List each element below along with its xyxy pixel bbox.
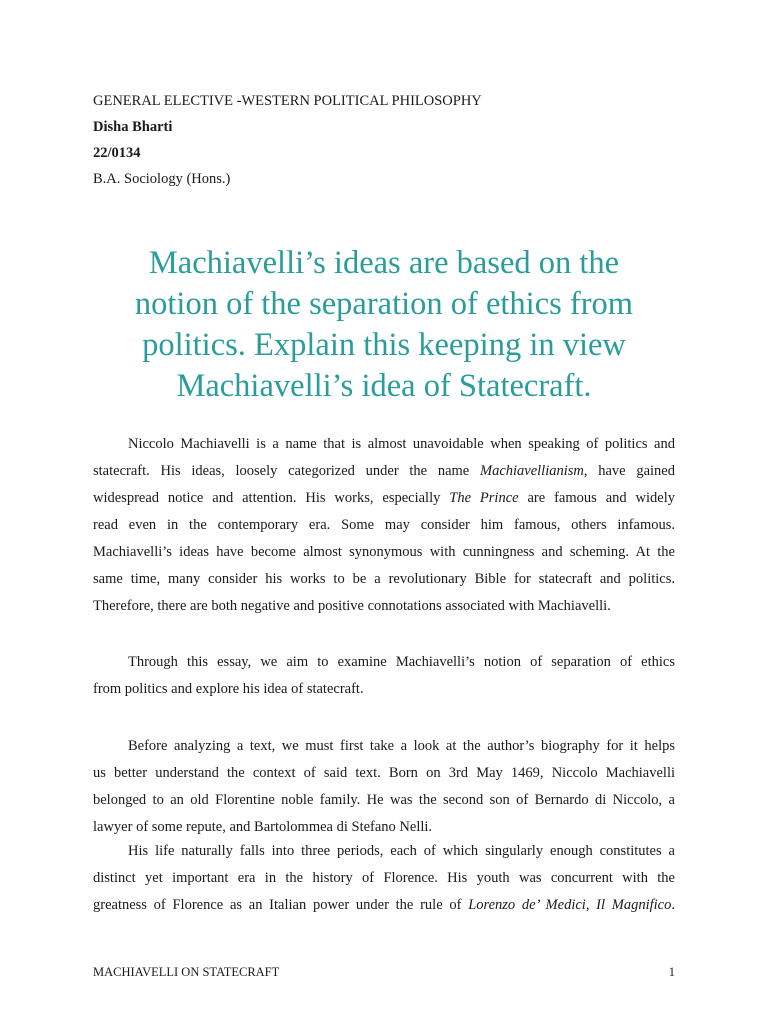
text-line: us better understand the context of said text. Born on 3rd May 1469, Niccolo Machiavelli [93,765,675,781]
author-name: Disha Bharti [93,119,173,135]
text-span: widespread notice and attention. His works, especially [93,490,450,506]
text-span: are famous and widely [518,490,675,506]
text-line: lawyer of some repute, and Bartolommea di Stefano Nelli. [93,819,433,835]
title-line: notion of the separation of ethics from [134,286,634,322]
text-span: greatness of Florence as an Italian power under the rule of [93,897,469,913]
italic-term: Machiavellianism [479,463,584,479]
italic-person-name: Lorenzo de’ Medici [468,897,586,913]
italic-book-title: The Prince [449,490,519,506]
title-line: Machiavelli’s ideas are based on the [148,245,620,281]
text-line: same time, many consider his works to be a revolutionary Bible for statecraft and politics. [93,571,675,587]
text-span: statecraft. His ideas, loosely categorized under the name [93,463,480,479]
course-title: GENERAL ELECTIVE -WESTERN POLITICAL PHILOSOPHY [93,93,482,109]
text-line [93,485,675,512]
text-line [93,458,675,485]
page-number: 1 [668,965,675,979]
text-line: distinct yet important era in the history of Florence. His youth was concurrent with the [93,870,675,886]
text-span: , [585,897,597,913]
text-line: Through this essay, we aim to examine Machiavelli’s notion of separation of ethics [128,654,675,670]
title-line: politics. Explain this keeping in view [142,327,626,363]
text-line: Niccolo Machiavelli is a name that is almost unavoidable when speaking of politics and [128,436,675,452]
text-line: Machiavelli’s ideas have become almost synonymous with cunningness and scheming. At the [93,544,675,560]
program-name: B.A. Sociology (Hons.) [93,171,231,187]
text-line [93,892,675,919]
text-span: . [671,897,675,913]
italic-epithet: Il Magnifico [596,897,672,913]
title-line: Machiavelli’s idea of Statecraft. [176,368,592,404]
text-line: His life naturally falls into three periods, each of which singularly enough constitutes a [128,843,675,859]
essay-title [60,243,708,407]
text-line: read even in the contemporary era. Some may consider him famous, others infamous. [93,517,675,533]
text-line: Before analyzing a text, we must first take a look at the author’s biography for it helps [128,738,675,754]
paragraph-intro [93,431,675,620]
paragraph-life-periods [93,838,675,919]
text-line: Therefore, there are both negative and positive connotations associated with Machiavelli. [93,598,611,614]
paragraph-biography [93,733,675,841]
text-line: from politics and explore his idea of statecraft. [93,681,364,697]
paragraph-aim [93,649,675,703]
document-header [93,88,683,192]
roll-number: 22/0134 [93,145,141,161]
text-span: , have gained [583,463,675,479]
text-line: belonged to an old Florentine noble family. He was the second son of Bernardo di Niccolo, a [93,792,675,808]
running-title: MACHIAVELLI ON STATECRAFT [93,965,280,979]
